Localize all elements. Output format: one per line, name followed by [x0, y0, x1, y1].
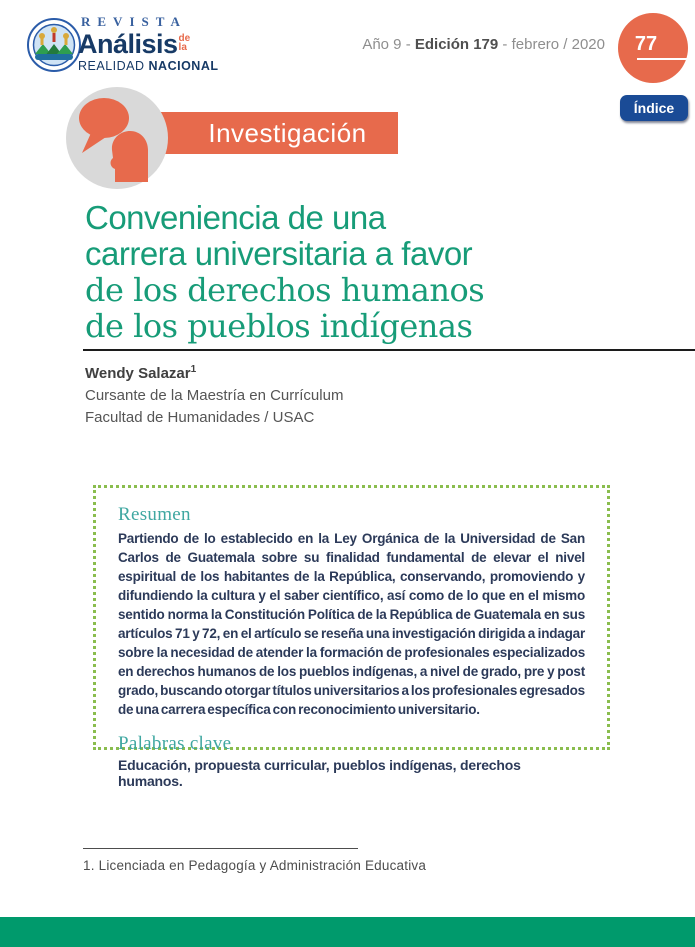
speech-bubble-head-icon [66, 87, 168, 189]
section-banner-label: Investigación [208, 117, 367, 148]
title-line-3: de los derechos humanos [85, 271, 485, 309]
journal-logo [27, 14, 257, 78]
page-number-underline [637, 58, 691, 60]
edition-info: Año 9 - Edición 179 - febrero / 2020 [362, 36, 605, 53]
article-title [85, 200, 645, 344]
section-icon-circle [66, 87, 168, 189]
brand-de-la: de la [178, 33, 191, 53]
indice-button[interactable]: Índice [620, 95, 688, 121]
author-footnote-ref: 1 [190, 364, 197, 375]
brand-analisis: Análisis [78, 29, 178, 59]
usac-seal-icon [27, 18, 81, 72]
title-line-4: de los pueblos indígenas [85, 307, 473, 345]
edition-date: febrero / 2020 [511, 36, 605, 53]
keywords-text: Educación, propuesta curricular, pueblos indígenas, derechos humanos. [118, 757, 521, 789]
brand-revista: REVISTA [81, 14, 187, 29]
author-affiliation: Facultad de Humanidades / USAC [85, 409, 315, 426]
edition-number: Edición 179 [414, 36, 499, 53]
title-line-1: Conveniencia de una [85, 199, 386, 236]
footer-bar [0, 917, 695, 947]
footnote-text: 1. Licenciada en Pedagogía y Administración Educativa [83, 858, 427, 873]
abstract-heading: Resumen [118, 504, 191, 525]
author-block [85, 359, 505, 429]
author-name: Wendy Salazar$^1$ [85, 364, 197, 382]
abstract-box [93, 485, 610, 789]
page-number-badge [618, 13, 688, 83]
abstract-text: Partiendo de lo establecido en la Ley Orgánica de la Universidad de San Carlos de Guatemala sobre su finalidad fundamental de elevar el nivel espiritual de los habitantes de la República, conservando, promoviendo y difundiendo la cultura y el saber científico, así como de lo que en el mismo sentido norma la Constitución Política de la República de Guatemala en sus artículos 71 y 72, en el artículo se reseña una investigación dirigida a indagar sobre la necesidad de atender la formación de profesionales especializados en derechos humanos de los pueblos indígenas, a nivel de grado, pre y post grado, buscando otorgar títulos universitarios a los profesionales egresados de una carrera específica con reconocimiento universitario. [118, 531, 585, 717]
brand-nacional: NACIONAL [148, 59, 219, 73]
keywords-heading: Palabras clave [118, 733, 232, 754]
title-line-2: carrera universitaria a favor [85, 235, 473, 272]
edition-year: Año 9 [362, 36, 402, 53]
brand-realidad: REALIDAD [78, 59, 145, 73]
page-number: 77 [634, 33, 658, 55]
footnote-divider [83, 848, 358, 849]
author-role: Cursante de la Maestría en Currículum [85, 387, 344, 404]
title-divider [83, 349, 695, 351]
